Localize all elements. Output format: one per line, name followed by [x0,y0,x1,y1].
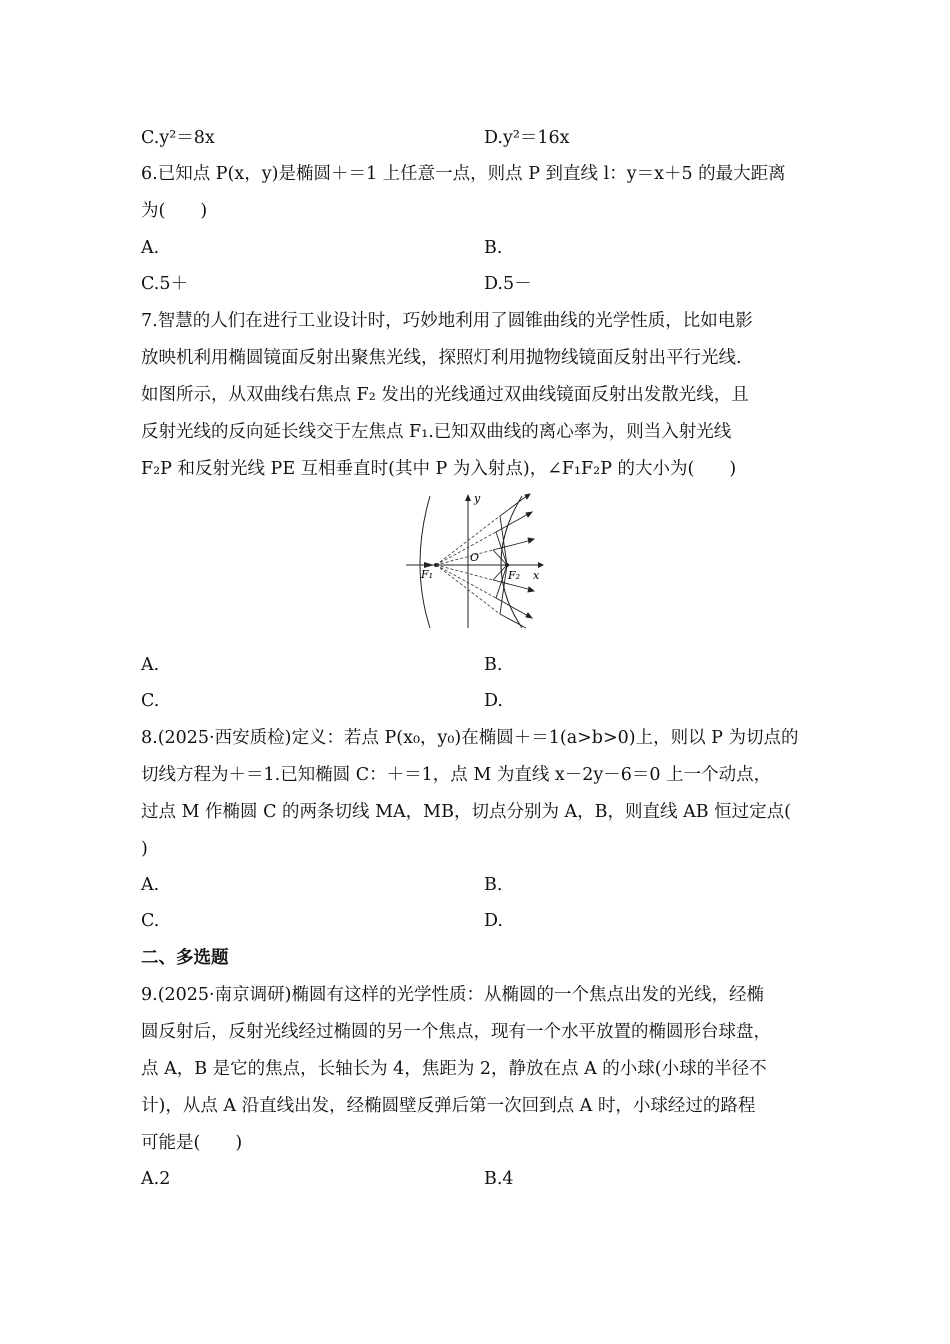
hyperbola-reflection-figure [404,492,546,630]
q9-stem-line3: 点 A，B 是它的焦点，长轴长为 4，焦距为 2，静放在点 A 的小球(小球的半径不 [141,1059,767,1079]
q7-stem-line2: 放映机利用椭圆镜面反射出聚焦光线，探照灯利用抛物线镜面反射出平行光线. [141,348,742,368]
q8-stem-line1: 8.(2025·西安质检)定义：若点 P(x₀，y₀)在椭圆＋＝1(a>b>0)上，则以 P 为切点的 [141,728,799,748]
y-axis-arrow [465,494,471,501]
q7-option-a: A. [141,655,160,675]
q5-option-c: C.y²＝8x [141,128,215,148]
q6-option-c: C.5＋ [141,274,188,294]
q8-option-b: B. [484,875,503,895]
q9-stem-line2: 圆反射后，反射光线经过椭圆的另一个焦点，现有一个水平放置的椭圆形台球盘， [141,1022,771,1042]
q6-option-d: D.5－ [484,274,532,294]
section-heading-multiple-choice: 二、多选题 [141,948,229,968]
left-hyperbola-branch [420,496,430,628]
q8-option-d: D. [484,911,503,931]
y-axis-label: y [474,492,481,505]
q7-stem-line5: F₂P 和反射光线 PE 互相垂直时(其中 P 为入射点)，∠F₁F₂P 的大小为( ) [141,459,737,479]
q9-option-b: B.4 [484,1169,514,1189]
f2-label: F₂ [508,569,521,582]
q7-stem-line4: 反射光线的反向延长线交于左焦点 F₁.已知双曲线的离心率为，则当入射光线 [141,422,732,442]
q7-stem-line3: 如图所示，从双曲线右焦点 F₂ 发出的光线通过双曲线镜面反射出发散光线，且 [141,385,749,405]
q8-stem-line4: ) [141,839,148,859]
q6-option-b: B. [484,238,503,258]
q9-stem-line5: 可能是( ) [141,1133,243,1153]
x-axis-label: x [533,569,540,582]
q6-stem-line2: 为( ) [141,201,208,221]
q8-stem-line2: 切线方程为＋＝1.已知椭圆 C：＋＝1，点 M 为直线 x－2y－6＝0 上一个动点， [141,765,772,785]
q6-option-a: A. [141,238,160,258]
q5-option-d: D.y²＝16x [484,128,570,148]
origin-label: O [470,551,480,564]
q8-stem-line3: 过点 M 作椭圆 C 的两条切线 MA，MB，切点分别为 A，B，则直线 AB 恒过定点( [141,802,791,822]
q7-stem-line1: 7.智慧的人们在进行工业设计时，巧妙地利用了圆锥曲线的光学性质，比如电影 [141,311,753,331]
q9-stem-line1: 9.(2025·南京调研)椭圆有这样的光学性质：从椭圆的一个焦点出发的光线，经椭 [141,985,764,1005]
q7-option-b: B. [484,655,503,675]
q6-stem-line1: 6.已知点 P(x，y)是椭圆＋＝1 上任意一点，则点 P 到直线 l：y＝x＋5 的最大距离 [141,164,786,184]
reflected-rays [493,494,534,628]
q7-option-d: D. [484,691,503,711]
q8-option-a: A. [141,875,160,895]
q9-stem-line4: 计)，从点 A 沿直线出发，经椭圆壁反弹后第一次回到点 A 时，小球经过的路程 [141,1096,756,1116]
q8-option-c: C. [141,911,160,931]
x-axis-arrow [538,562,544,568]
q7-option-c: C. [141,691,160,711]
q9-option-a: A.2 [141,1169,171,1189]
f1-label: F₁ [421,568,434,581]
